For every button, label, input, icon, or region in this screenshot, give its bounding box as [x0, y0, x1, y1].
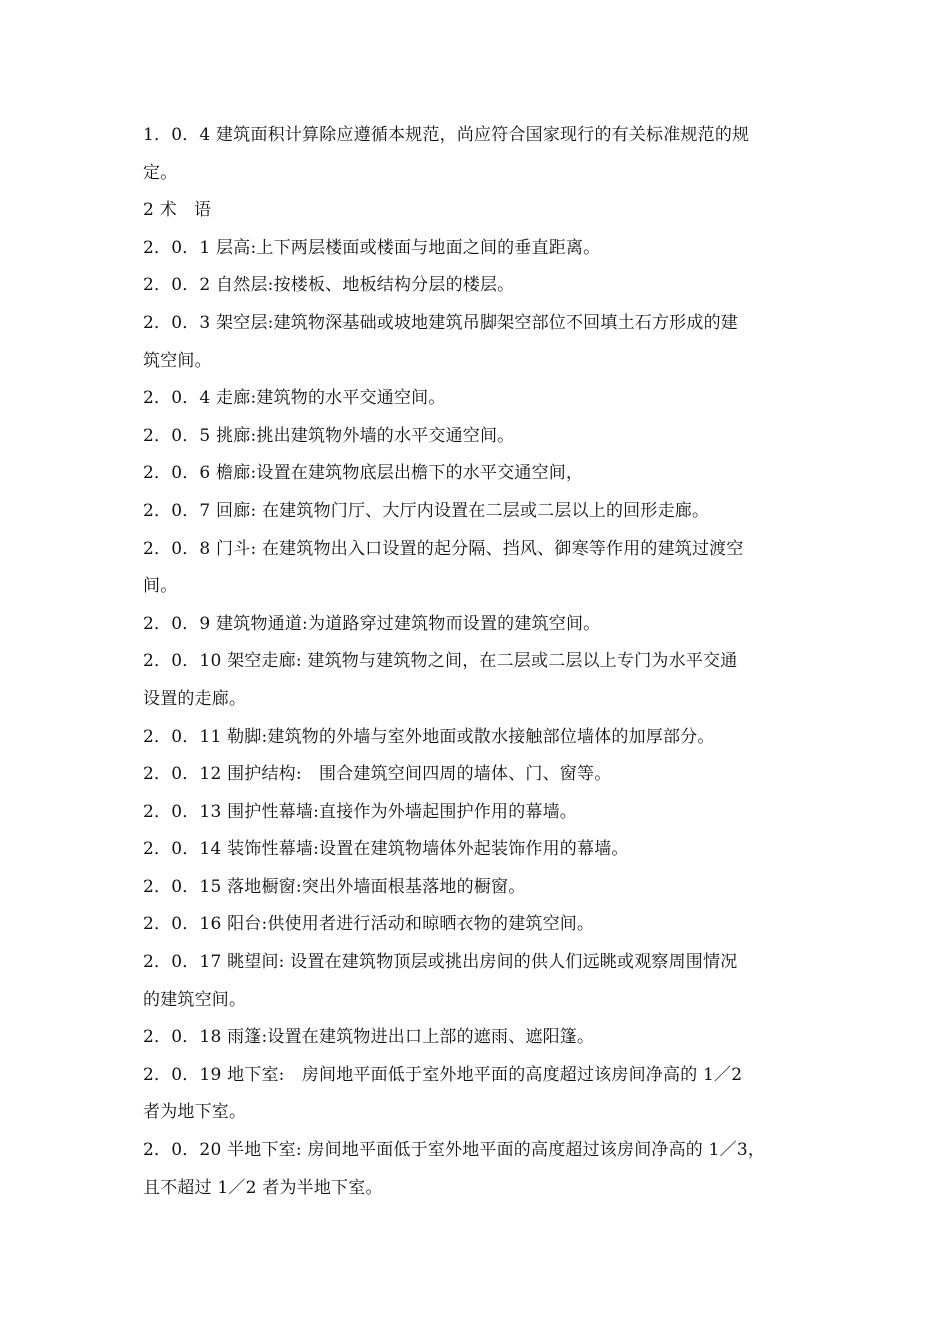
- text-line: 2．0．15 落地橱窗:突出外墙面根基落地的橱窗。: [143, 876, 526, 897]
- section-heading: 2 术 语: [143, 200, 212, 221]
- text-line: 1．0．4 建筑面积计算除应遵循本规范，尚应符合国家现行的有关标准规范的规: [143, 125, 750, 145]
- text-line: 2．0．18 雨篷:设置在建筑物进出口上部的遮雨、遮阳篷。: [143, 1027, 595, 1048]
- text-line: 2．0．14 装饰性幕墙:设置在建筑物墙体外起装饰作用的幕墙。: [143, 839, 629, 860]
- text-line: 2．0．13 围护性幕墙:直接作为外墙起围护作用的幕墙。: [143, 801, 577, 822]
- text-line: 2．0．20 半地下室: 房间地平面低于室外地平面的高度超过该房间净高的 1／3，: [143, 1140, 766, 1161]
- text-line: 2．0．6 檐廊:设置在建筑物底层出檐下的水平交通空间，: [143, 463, 584, 484]
- text-line: 2．0．17 眺望间: 设置在建筑物顶层或挑出房间的供人们远眺或观察周围情况: [143, 952, 738, 973]
- text-line: 2．0．5 挑廊:挑出建筑物外墙的水平交通空间。: [143, 425, 515, 446]
- text-line: 2．0．1 层高:上下两层楼面或楼面与地面之间的垂直距离。: [143, 237, 601, 258]
- text-line: 设置的走廊。: [143, 688, 247, 709]
- text-line: 2．0．7 回廊: 在建筑物门厅、大厅内设置在二层或二层以上的回形走廊。: [143, 500, 710, 521]
- text-line: 定。: [143, 162, 178, 183]
- text-line: 间。: [143, 576, 178, 597]
- text-line: 者为地下室。: [143, 1102, 247, 1123]
- text-line: 2．0．8 门斗: 在建筑物出入口设置的起分隔、挡风、御寒等作用的建筑过渡空: [143, 538, 744, 559]
- text-line: 的建筑空间。: [143, 989, 247, 1010]
- text-line: 筑空间。: [143, 350, 212, 371]
- text-line: 2．0．16 阳台:供使用者进行活动和晾晒衣物的建筑空间。: [143, 914, 595, 935]
- text-line: 且不超过 1／2 者为半地下室。: [143, 1177, 383, 1198]
- text-line: 2．0．4 走廊:建筑物的水平交通空间。: [143, 388, 446, 409]
- document-body: [143, 117, 813, 1207]
- text-line: 2．0．3 架空层:建筑物深基础或坡地建筑吊脚架空部位不回填土石方形成的建: [143, 312, 738, 333]
- text-line: 2．0．19 地下室: 房间地平面低于室外地平面的高度超过该房间净高的 1／2: [143, 1064, 743, 1085]
- text-line: 2．0．11 勒脚:建筑物的外墙与室外地面或散水接触部位墙体的加厚部分。: [143, 726, 715, 747]
- text-line: 2．0．9 建筑物通道:为道路穿过建筑物而设置的建筑空间。: [143, 613, 601, 634]
- text-line: 2．0．2 自然层:按楼板、地板结构分层的楼层。: [143, 275, 515, 296]
- text-line: 2．0．12 围护结构: 围合建筑空间四周的墙体、门、窗等。: [143, 764, 612, 785]
- text-line: 2．0．10 架空走廊: 建筑物与建筑物之间，在二层或二层以上专门为水平交通: [143, 651, 738, 672]
